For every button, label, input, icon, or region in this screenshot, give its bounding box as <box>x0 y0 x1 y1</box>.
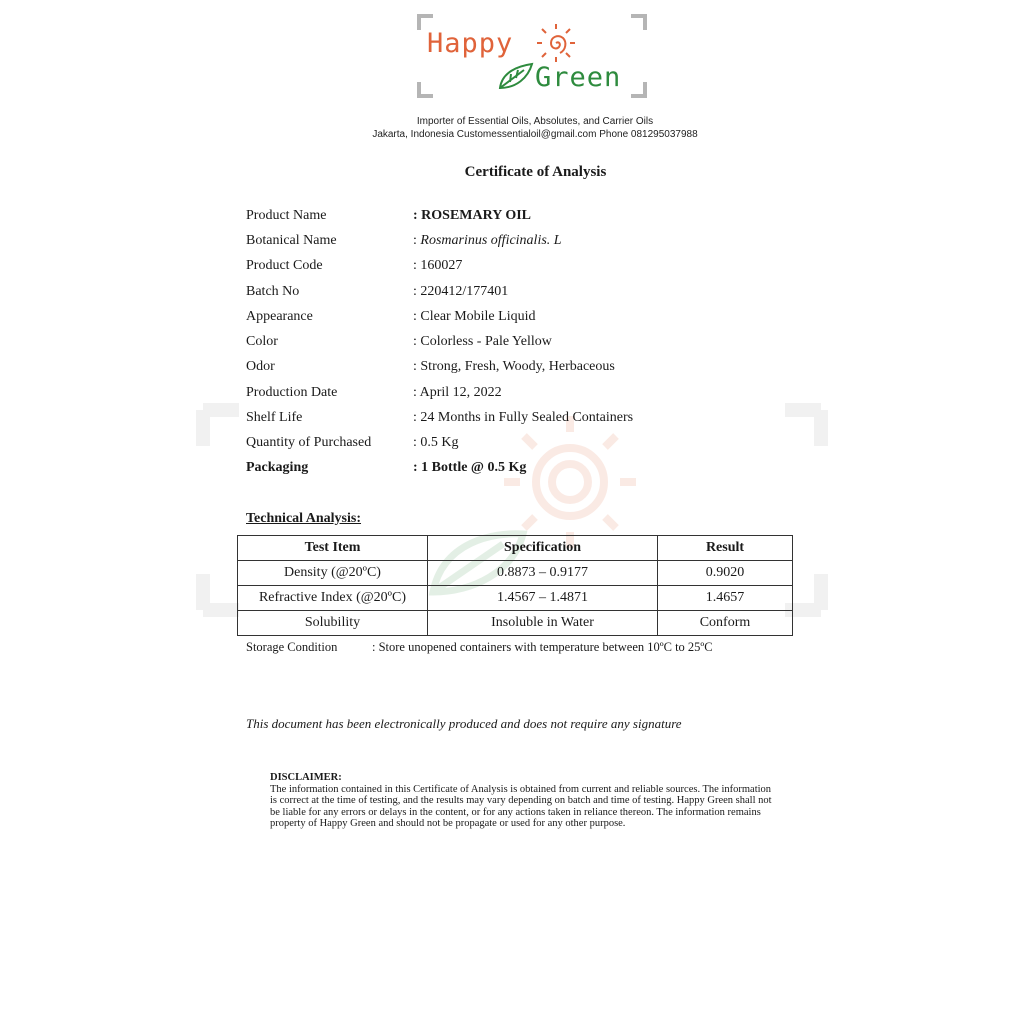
info-value: : April 12, 2022 <box>413 385 502 400</box>
table-header: Specification <box>428 536 658 561</box>
info-value: : 0.5 Kg <box>413 435 459 450</box>
info-value: : 160027 <box>413 258 463 273</box>
storage-value: : Store unopened containers with temperature between 10ºC to 25ºC <box>372 640 713 654</box>
info-value: : Colorless - Pale Yellow <box>413 334 552 349</box>
brand-tagline: Importer of Essential Oils, Absolutes, and Carrier Oils <box>416 116 654 127</box>
info-value: : 220412/177401 <box>413 284 509 299</box>
info-value: : ROSEMARY OIL <box>413 208 531 223</box>
table-cell: 1.4657 <box>658 586 793 611</box>
leaf-icon <box>500 64 532 88</box>
table-row <box>238 561 793 586</box>
info-label: Batch No <box>246 284 300 299</box>
brand-name-green: Green <box>535 62 622 93</box>
info-value: : 1 Bottle @ 0.5 Kg <box>413 460 527 475</box>
info-label: Odor <box>246 359 275 374</box>
info-value: : 24 Months in Fully Sealed Containers <box>413 410 634 425</box>
table-cell: Density (@20ºC) <box>238 561 428 586</box>
disclaimer <box>270 772 780 830</box>
table-row <box>238 586 793 611</box>
disclaimer-title: DISCLAIMER: <box>270 772 342 783</box>
info-value-italic: Rosmarinus officinalis. L <box>420 233 562 248</box>
info-label: Product Name <box>246 208 327 223</box>
sun-icon <box>537 24 575 62</box>
table-header: Test Item <box>238 536 428 561</box>
disclaimer-text: The information contained in this Certificate of Analysis is obtained from current and reliable sources. The information is correct at the time of testing, and the results may vary depending on batch and time of testing. Happy Green shall not be liable for any errors or delays in the content, or for any actions taken in reliance thereon. The information remains property of Happy Green and should not be propagate or used for any other purpose. <box>270 783 772 830</box>
document-title: Certificate of Analysis <box>464 164 607 180</box>
table-cell: 1.4567 – 1.4871 <box>428 586 658 611</box>
table-cell: Conform <box>658 611 793 636</box>
info-value: : Strong, Fresh, Woody, Herbaceous <box>413 359 615 374</box>
info-label: Packaging <box>246 460 309 475</box>
table-cell: 0.8873 – 0.9177 <box>428 561 658 586</box>
technical-analysis-table <box>237 535 793 636</box>
signature-note: This document has been electronically produced and does not require any signature <box>246 716 682 731</box>
info-label: Shelf Life <box>246 410 303 425</box>
info-value-prefix: : <box>413 233 421 248</box>
info-value: : Clear Mobile Liquid <box>413 309 536 324</box>
brand-name-happy: Happy <box>427 28 514 59</box>
info-label: Product Code <box>246 258 323 273</box>
table-header: Result <box>658 536 793 561</box>
table-cell: Solubility <box>238 611 428 636</box>
table-header-row <box>238 536 793 561</box>
info-label: Botanical Name <box>246 233 337 248</box>
brand-contact: Jakarta, Indonesia Customessentialoil@gmail.com Phone 081295037988 <box>372 129 698 140</box>
info-label: Appearance <box>246 309 313 324</box>
table-row <box>238 611 793 636</box>
technical-analysis-title: Technical Analysis: <box>246 511 362 526</box>
info-label: Production Date <box>246 385 338 400</box>
brand-logo <box>417 14 649 98</box>
watermark-sun-icon <box>504 416 636 548</box>
table-cell: 0.9020 <box>658 561 793 586</box>
storage-label: Storage Condition <box>246 640 338 654</box>
info-value <box>413 233 562 249</box>
table-cell: Refractive Index (@20ºC) <box>238 586 428 611</box>
info-label: Quantity of Purchased <box>246 435 372 450</box>
info-label: Color <box>246 334 278 349</box>
table-cell: Insoluble in Water <box>428 611 658 636</box>
